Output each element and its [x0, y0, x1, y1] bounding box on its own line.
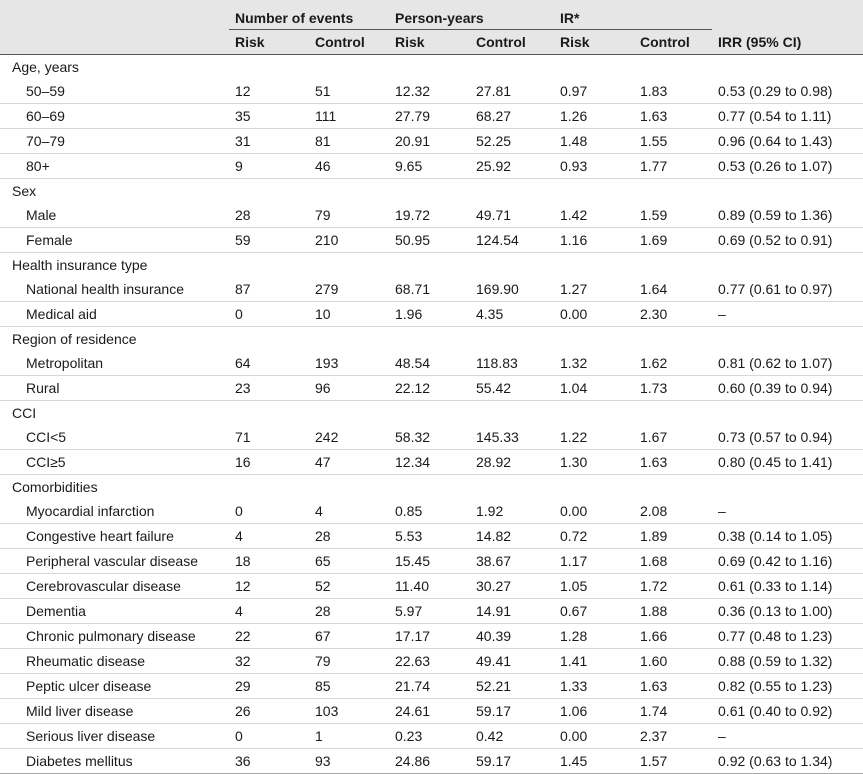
events-control: 51	[309, 79, 389, 104]
events-control: 96	[309, 376, 389, 401]
row-label: Congestive heart failure	[0, 524, 229, 549]
header-group-person-years: Person-years	[389, 0, 554, 30]
events-risk: 35	[229, 104, 309, 129]
py-control: 40.39	[470, 624, 554, 649]
irr: 0.77 (0.61 to 0.97)	[712, 277, 863, 302]
table-row	[0, 351, 863, 376]
irr: –	[712, 724, 863, 749]
py-risk: 0.23	[389, 724, 470, 749]
events-control: 81	[309, 129, 389, 154]
py-risk: 12.32	[389, 79, 470, 104]
ir-risk: 1.42	[554, 203, 634, 228]
row-label: Myocardial infarction	[0, 499, 229, 524]
ir-risk: 1.06	[554, 699, 634, 724]
header-ir-risk: Risk	[554, 30, 634, 55]
ir-risk: 1.41	[554, 649, 634, 674]
section-title: CCI	[0, 401, 863, 426]
events-risk: 4	[229, 599, 309, 624]
py-control: 169.90	[470, 277, 554, 302]
row-label: Peripheral vascular disease	[0, 549, 229, 574]
table-row	[0, 649, 863, 674]
ir-risk: 0.00	[554, 499, 634, 524]
header-group-events: Number of events	[229, 0, 389, 30]
irr: 0.53 (0.29 to 0.98)	[712, 79, 863, 104]
events-control: 28	[309, 599, 389, 624]
events-control: 10	[309, 302, 389, 327]
ir-risk: 1.16	[554, 228, 634, 253]
table-row	[0, 674, 863, 699]
py-control: 30.27	[470, 574, 554, 599]
ir-risk: 1.30	[554, 450, 634, 475]
irr: –	[712, 499, 863, 524]
py-risk: 20.91	[389, 129, 470, 154]
irr: –	[712, 302, 863, 327]
irr: 0.53 (0.26 to 1.07)	[712, 154, 863, 179]
py-control: 49.41	[470, 649, 554, 674]
ir-risk: 0.67	[554, 599, 634, 624]
section-title: Region of residence	[0, 327, 863, 352]
ir-risk: 1.32	[554, 351, 634, 376]
table-row	[0, 549, 863, 574]
py-control: 59.17	[470, 699, 554, 724]
py-control: 52.25	[470, 129, 554, 154]
events-control: 242	[309, 425, 389, 450]
py-control: 4.35	[470, 302, 554, 327]
py-control: 0.42	[470, 724, 554, 749]
ir-risk: 1.27	[554, 277, 634, 302]
events-risk: 12	[229, 79, 309, 104]
py-risk: 9.65	[389, 154, 470, 179]
irr: 0.77 (0.48 to 1.23)	[712, 624, 863, 649]
events-risk: 87	[229, 277, 309, 302]
ir-control: 1.63	[634, 674, 712, 699]
ir-risk: 1.17	[554, 549, 634, 574]
header-group-ir: IR*	[554, 0, 712, 30]
events-control: 52	[309, 574, 389, 599]
ir-control: 1.73	[634, 376, 712, 401]
events-control: 4	[309, 499, 389, 524]
ir-control: 1.63	[634, 450, 712, 475]
py-risk: 24.61	[389, 699, 470, 724]
irr: 0.77 (0.54 to 1.11)	[712, 104, 863, 129]
events-risk: 64	[229, 351, 309, 376]
events-risk: 36	[229, 749, 309, 774]
section-row	[0, 179, 863, 204]
events-risk: 0	[229, 302, 309, 327]
irr: 0.60 (0.39 to 0.94)	[712, 376, 863, 401]
py-risk: 19.72	[389, 203, 470, 228]
row-label: Rheumatic disease	[0, 649, 229, 674]
events-control: 1	[309, 724, 389, 749]
ir-control: 1.62	[634, 351, 712, 376]
table-body	[0, 55, 863, 774]
events-control: 103	[309, 699, 389, 724]
ir-risk: 1.33	[554, 674, 634, 699]
irr: 0.36 (0.13 to 1.00)	[712, 599, 863, 624]
ir-control: 1.68	[634, 549, 712, 574]
irr: 0.61 (0.40 to 0.92)	[712, 699, 863, 724]
table-row	[0, 425, 863, 450]
row-label: Diabetes mellitus	[0, 749, 229, 774]
header-events-control: Control	[309, 30, 389, 55]
py-control: 118.83	[470, 351, 554, 376]
ir-risk: 0.97	[554, 79, 634, 104]
row-label: Female	[0, 228, 229, 253]
events-control: 79	[309, 649, 389, 674]
table-row	[0, 228, 863, 253]
ir-control: 1.69	[634, 228, 712, 253]
section-row	[0, 55, 863, 80]
irr: 0.80 (0.45 to 1.41)	[712, 450, 863, 475]
row-label: National health insurance	[0, 277, 229, 302]
irr: 0.82 (0.55 to 1.23)	[712, 674, 863, 699]
py-risk: 24.86	[389, 749, 470, 774]
table-row	[0, 699, 863, 724]
ir-control: 2.08	[634, 499, 712, 524]
ir-control: 1.74	[634, 699, 712, 724]
events-control: 79	[309, 203, 389, 228]
py-control: 145.33	[470, 425, 554, 450]
events-risk: 12	[229, 574, 309, 599]
table-row	[0, 624, 863, 649]
py-risk: 48.54	[389, 351, 470, 376]
events-control: 210	[309, 228, 389, 253]
ir-control: 1.83	[634, 79, 712, 104]
py-risk: 1.96	[389, 302, 470, 327]
row-label: 60–69	[0, 104, 229, 129]
irr: 0.73 (0.57 to 0.94)	[712, 425, 863, 450]
header-empty	[0, 0, 229, 30]
row-label: Medical aid	[0, 302, 229, 327]
events-risk: 9	[229, 154, 309, 179]
section-title: Comorbidities	[0, 475, 863, 500]
table-row	[0, 277, 863, 302]
table-row	[0, 749, 863, 774]
ir-control: 1.63	[634, 104, 712, 129]
events-risk: 22	[229, 624, 309, 649]
py-risk: 22.12	[389, 376, 470, 401]
row-label: Rural	[0, 376, 229, 401]
ir-control: 1.77	[634, 154, 712, 179]
events-risk: 23	[229, 376, 309, 401]
py-control: 38.67	[470, 549, 554, 574]
py-control: 14.91	[470, 599, 554, 624]
table-row	[0, 599, 863, 624]
py-control: 1.92	[470, 499, 554, 524]
events-risk: 59	[229, 228, 309, 253]
section-row	[0, 475, 863, 500]
py-control: 124.54	[470, 228, 554, 253]
header-py-control: Control	[470, 30, 554, 55]
ir-risk: 1.48	[554, 129, 634, 154]
ir-control: 1.55	[634, 129, 712, 154]
events-control: 65	[309, 549, 389, 574]
py-risk: 58.32	[389, 425, 470, 450]
row-label: 70–79	[0, 129, 229, 154]
header-ir-control: Control	[634, 30, 712, 55]
py-control: 68.27	[470, 104, 554, 129]
ir-control: 1.59	[634, 203, 712, 228]
events-control: 28	[309, 524, 389, 549]
py-risk: 0.85	[389, 499, 470, 524]
table-row	[0, 154, 863, 179]
events-control: 47	[309, 450, 389, 475]
irr: 0.38 (0.14 to 1.05)	[712, 524, 863, 549]
py-control: 27.81	[470, 79, 554, 104]
events-control: 193	[309, 351, 389, 376]
table-row	[0, 79, 863, 104]
section-title: Age, years	[12, 59, 79, 75]
events-risk: 0	[229, 724, 309, 749]
ir-risk: 1.05	[554, 574, 634, 599]
events-control: 279	[309, 277, 389, 302]
table-row	[0, 574, 863, 599]
events-risk: 31	[229, 129, 309, 154]
irr: 0.81 (0.62 to 1.07)	[712, 351, 863, 376]
header-empty-label	[0, 30, 229, 55]
ir-control: 1.60	[634, 649, 712, 674]
row-label: Peptic ulcer disease	[0, 674, 229, 699]
ir-risk: 1.26	[554, 104, 634, 129]
events-control: 93	[309, 749, 389, 774]
header-events-risk: Risk	[229, 30, 309, 55]
events-risk: 4	[229, 524, 309, 549]
table-row	[0, 524, 863, 549]
row-label: Mild liver disease	[0, 699, 229, 724]
py-risk: 21.74	[389, 674, 470, 699]
irr: 0.61 (0.33 to 1.14)	[712, 574, 863, 599]
section-title: Health insurance type	[0, 253, 863, 278]
ir-risk: 1.22	[554, 425, 634, 450]
ir-risk: 0.72	[554, 524, 634, 549]
table-row	[0, 129, 863, 154]
row-label: Serious liver disease	[0, 724, 229, 749]
py-risk: 22.63	[389, 649, 470, 674]
events-risk: 28	[229, 203, 309, 228]
irr: 0.69 (0.52 to 0.91)	[712, 228, 863, 253]
irr: 0.89 (0.59 to 1.36)	[712, 203, 863, 228]
table-row	[0, 450, 863, 475]
ir-risk: 0.00	[554, 302, 634, 327]
py-control: 49.71	[470, 203, 554, 228]
events-control: 111	[309, 104, 389, 129]
events-control: 85	[309, 674, 389, 699]
events-control: 46	[309, 154, 389, 179]
events-risk: 0	[229, 499, 309, 524]
events-risk: 16	[229, 450, 309, 475]
table-header	[0, 0, 863, 55]
ir-risk: 1.45	[554, 749, 634, 774]
py-risk: 11.40	[389, 574, 470, 599]
py-risk: 50.95	[389, 228, 470, 253]
ir-risk: 1.04	[554, 376, 634, 401]
events-control: 67	[309, 624, 389, 649]
row-label: CCI≥5	[0, 450, 229, 475]
events-risk: 26	[229, 699, 309, 724]
ir-risk: 0.93	[554, 154, 634, 179]
section-row	[0, 327, 863, 352]
ir-control: 1.57	[634, 749, 712, 774]
header-py-risk: Risk	[389, 30, 470, 55]
py-control: 28.92	[470, 450, 554, 475]
irr: 0.69 (0.42 to 1.16)	[712, 549, 863, 574]
ir-control: 1.66	[634, 624, 712, 649]
table-row	[0, 376, 863, 401]
py-risk: 17.17	[389, 624, 470, 649]
py-risk: 5.53	[389, 524, 470, 549]
ir-control: 1.72	[634, 574, 712, 599]
py-risk: 27.79	[389, 104, 470, 129]
row-label: 80+	[0, 154, 229, 179]
header-irr: IRR (95% CI)	[712, 30, 863, 55]
py-control: 59.17	[470, 749, 554, 774]
ir-control: 1.67	[634, 425, 712, 450]
ir-control: 1.88	[634, 599, 712, 624]
ir-risk: 1.28	[554, 624, 634, 649]
section-row	[0, 401, 863, 426]
events-risk: 29	[229, 674, 309, 699]
events-risk: 71	[229, 425, 309, 450]
events-risk: 18	[229, 549, 309, 574]
row-label: 50–59	[0, 79, 229, 104]
ir-control: 2.30	[634, 302, 712, 327]
row-label: Cerebrovascular disease	[0, 574, 229, 599]
py-risk: 5.97	[389, 599, 470, 624]
row-label: Dementia	[0, 599, 229, 624]
ir-control: 1.64	[634, 277, 712, 302]
ir-risk: 0.00	[554, 724, 634, 749]
py-risk: 68.71	[389, 277, 470, 302]
table-row	[0, 724, 863, 749]
table-row	[0, 203, 863, 228]
py-risk: 12.34	[389, 450, 470, 475]
row-label: Male	[0, 203, 229, 228]
table-row	[0, 104, 863, 129]
irr: 0.92 (0.63 to 1.34)	[712, 749, 863, 774]
ir-control: 2.37	[634, 724, 712, 749]
py-control: 25.92	[470, 154, 554, 179]
table-row	[0, 302, 863, 327]
py-control: 52.21	[470, 674, 554, 699]
section-row	[0, 253, 863, 278]
irr: 0.96 (0.64 to 1.43)	[712, 129, 863, 154]
py-control: 55.42	[470, 376, 554, 401]
py-control: 14.82	[470, 524, 554, 549]
events-risk: 32	[229, 649, 309, 674]
section-title: Sex	[0, 179, 863, 204]
ir-control: 1.89	[634, 524, 712, 549]
header-empty-irr	[712, 0, 863, 30]
row-label: Metropolitan	[0, 351, 229, 376]
py-risk: 15.45	[389, 549, 470, 574]
table-row	[0, 499, 863, 524]
row-label: Chronic pulmonary disease	[0, 624, 229, 649]
irr: 0.88 (0.59 to 1.32)	[712, 649, 863, 674]
row-label: CCI<5	[0, 425, 229, 450]
